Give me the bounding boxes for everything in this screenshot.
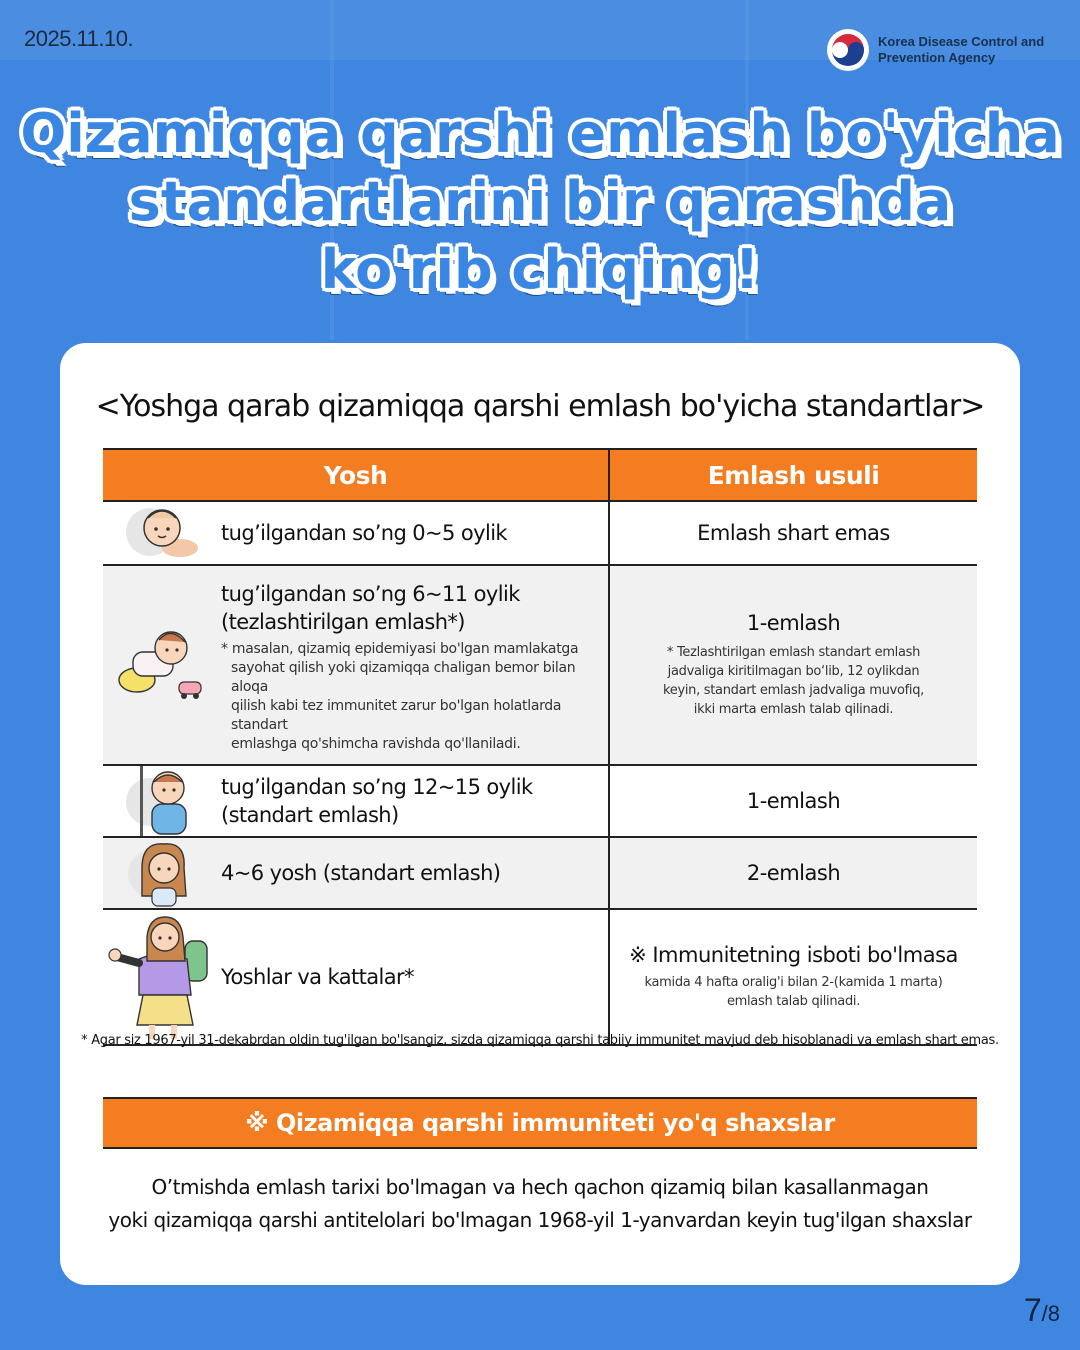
age-note-line: qilish kabi tez immunitet zarur bo'lgan holatlarda standart: [231, 698, 562, 733]
org-logo: [826, 28, 1048, 72]
method-cell: [609, 909, 977, 1045]
kdca-logo-icon: [826, 28, 870, 72]
method-cell: [609, 501, 977, 565]
card-title: <Yoshga qarab qizamiqqa qarshi emlash bo'yicha standartlar>: [95, 389, 985, 424]
headline-line1: Qizamiqqa qarshi emlash bo'yicha: [20, 102, 1060, 165]
age-cell: [103, 909, 609, 1045]
method-note-line: * Tezlashtirilgan emlash standart emlash: [666, 645, 921, 660]
age-label: tug’ilgandan so’ng 0~5 oylik: [221, 521, 507, 545]
toddler-peek-icon: [103, 766, 221, 836]
baby-crawling-icon: [103, 502, 221, 564]
method-note-line: jadvaliga kiritilmagan bo‘lib, 12 oylikdan: [667, 664, 920, 679]
method-label: 2-emlash: [746, 861, 841, 885]
table-row: [103, 765, 977, 837]
age-note-line: emlashga qo'shimcha ravishda qo'llaniladi.: [231, 736, 521, 752]
page-total: /8: [1041, 1301, 1060, 1326]
headline-line3: ko'rib chiqing!: [320, 238, 760, 301]
table-row: [103, 837, 977, 909]
page-current: 7: [1023, 1292, 1042, 1328]
method-cell: [609, 565, 977, 765]
method-note-line: ikki marta emlash talab qilinadi.: [693, 702, 894, 717]
age-cell: [103, 565, 609, 765]
age-sublabel: (tezlashtirilgan emlash*): [221, 610, 465, 634]
age-label: tug’ilgandan so’ng 12~15 oylik: [221, 775, 533, 799]
age-cell: [103, 837, 609, 909]
age-note-line: * masalan, qizamiq epidemiyasi bo'lgan mamlakatga: [221, 641, 579, 657]
method-label: 1-emlash: [746, 789, 841, 813]
section-description: [60, 1171, 1020, 1237]
age-label: Yoshlar va kattalar*: [221, 965, 414, 989]
age-note: [221, 640, 608, 754]
org-name: [878, 34, 1048, 66]
method-label: Emlash shart emas: [697, 521, 890, 545]
headline-line2: standartlarini bir qarashda: [128, 170, 952, 233]
table-footnote: * Agar siz 1967-yil 31-dekabrdan oldin tug'ilgan bo'lsangiz, sizda qizamiqqa qarshi tabiiy immunitet mavjud deb hisoblanadi va emlash shart emas.: [81, 1033, 999, 1048]
age-note-line: sayohat qilish yoki qizamiqqa chaligan bemor bilan aloqa: [231, 660, 576, 695]
method-note: [610, 973, 977, 1011]
baby-crawl-toy-icon: [103, 622, 221, 708]
method-cell: [609, 765, 977, 837]
method-note-line: emlash talab qilinadi.: [726, 994, 861, 1009]
method-label: ※ Immunitetning isboti bo'lmasa: [629, 943, 958, 967]
section-text-line: yoki qizamiqqa qarshi antitelolari bo'lmagan 1968-yil 1-yanvardan keyin tug'ilgan shaxslar: [108, 1208, 972, 1232]
table-row: [103, 501, 977, 565]
section-text-line: O’tmishda emlash tarixi bo'lmagan va hech qachon qizamiq bilan kasallanmagan: [151, 1175, 929, 1199]
org-name-line2: Prevention Agency: [878, 50, 996, 65]
date-label: 2025.11.10.: [24, 26, 134, 51]
age-sublabel: (standart emlash): [221, 803, 399, 827]
table-header-row: [103, 449, 977, 501]
table-row: [103, 565, 977, 765]
org-name-line1: Korea Disease Control and: [878, 34, 1045, 49]
method-note-line: kamida 4 hafta oralig'i bilan 2-(kamida 1 marta): [644, 975, 943, 990]
page-headline: [0, 100, 1080, 304]
vaccination-table: [103, 448, 977, 1046]
method-note-line: keyin, standart emlash jadvaliga muvofiq,: [662, 683, 924, 698]
age-label: 4~6 yosh (standart emlash): [221, 861, 501, 885]
page-indicator: [1024, 1292, 1060, 1329]
header-method: Emlash usuli: [609, 449, 977, 501]
section-title-bar: ※ Qizamiqqa qarshi immuniteti yo'q shaxslar: [103, 1097, 977, 1149]
table-row: [103, 909, 977, 1045]
teen-backpack-icon: [103, 913, 221, 1041]
method-label: 1-emlash: [746, 611, 841, 635]
info-card: [60, 343, 1020, 1285]
girl-child-icon: [103, 838, 221, 908]
age-cell: [103, 501, 609, 565]
age-cell: [103, 765, 609, 837]
header-age: Yosh: [103, 449, 609, 501]
age-label: tug’ilgandan so’ng 6~11 oylik: [221, 582, 520, 606]
method-cell: [609, 837, 977, 909]
method-note: [610, 643, 977, 719]
